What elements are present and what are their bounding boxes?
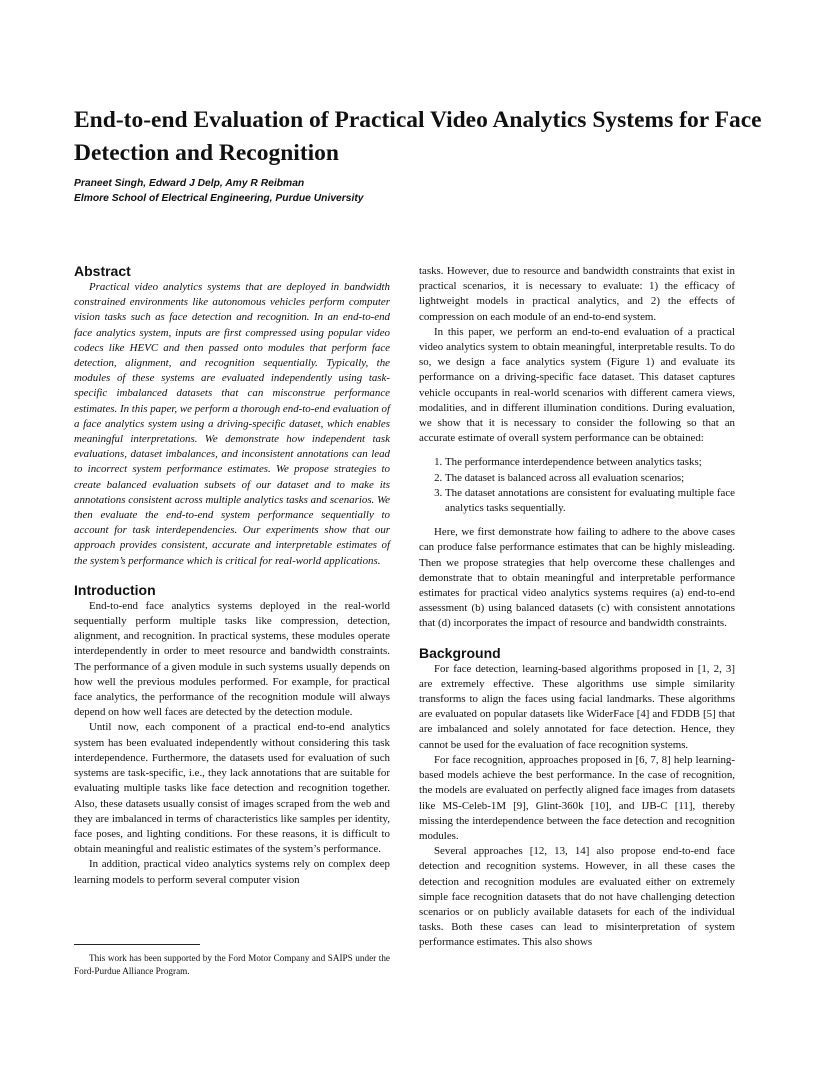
intro-paragraph-4: In this paper, we perform an end-to-end evaluation of a practical video analytics system to obtain meaningful, interpretable results. To do so, we design a face analytics system (Figure 1) and evaluate its performance on a driving-specific face dataset. This dataset captures vehicle occupants in real-world scenarios with different camera views, modalities, and in different illumination conditions. During evaluation, we show that it is necessary to consider the following so that an accurate estimate of overall system performance can be obtained: <box>419 325 735 445</box>
paper-title: End-to-end Evaluation of Practical Video Analytics Systems for Face Detection and Recognition <box>74 107 762 166</box>
affiliation: Elmore School of Electrical Engineering, Purdue University <box>74 193 364 204</box>
background-heading: Background <box>419 644 501 661</box>
footnote-text: This work has been supported by the Ford Motor Company and SAIPS under the Ford-Purdue Alliance Program. <box>74 953 390 976</box>
intro-paragraph-3: In addition, practical video analytics systems rely on complex deep learning models to perform several computer vision <box>74 858 390 886</box>
intro-paragraph-1: End-to-end face analytics systems deployed in the real-world sequentially perform multiple tasks like compression, detection, alignment, and recognition. In practical systems, these modules operate interdependently in order to meet resource and bandwidth constraints. The performance of a given module in such systems usually depends on how well the previous modules performed. For example, for practical face analytics, the performance of the recognition module will always depend on how well faces are detected by the detection module. <box>74 599 390 719</box>
intro-paragraph-2: Until now, each component of a practical end-to-end analytics system has been evaluated independently without considering this task interdependence. Furthermore, the datasets used for evaluation of such systems are task-specific, i.e., they lack annotations that are suitable for evaluating multiple tasks like face detection and recognition together. Also, these datasets usually consist of images scraped from the web and they are imbalanced in terms of characteristics like samples per identity, face poses, and lighting conditions. For these reasons, it is difficult to obtain meaningful and realistic estimates of the system’s performance. <box>74 721 390 856</box>
list-item: 1. The performance interdependence between analytics tasks; <box>445 455 735 470</box>
requirements-list <box>419 455 735 516</box>
introduction-heading: Introduction <box>74 581 156 598</box>
background-paragraph-2: For face recognition, approaches proposed in [6, 7, 8] help learning-based models achieve the best performance. In the case of recognition, the models are evaluated on perfectly aligned face images from datasets like MS-Celeb-1M [9], Glint-360k [10], and IJB-C [11], thereby missing the interdependence between the face detection and recognition modules. <box>419 753 735 842</box>
intro-paragraph-5: Here, we first demonstrate how failing to adhere to the above cases can produce false performance estimates that can be highly misleading. Then we propose strategies that help overcome these challenges and demonstrate that to obtain meaningful and interpretable performance estimates for practical video analytics systems requires (a) end-to-end assessment (b) using balanced datasets (c) with consistent annotations that (d) incorporates the impact of resource and bandwidth constraints. <box>419 526 735 630</box>
author-block <box>74 176 674 206</box>
footnote-rule <box>74 944 200 945</box>
list-item: 2. The dataset is balanced across all evaluation scenarios; <box>445 471 735 486</box>
list-item: 3. The dataset annotations are consistent for evaluating multiple face analytics tasks sequentially. <box>445 486 735 516</box>
right-column <box>419 264 735 951</box>
background-paragraph-3: Several approaches [12, 13, 14] also propose end-to-end face detection and recognition systems. However, in all these cases the detection and recognition modules are evaluated either on extremely simple face recognition datasets that do not have challenging detection scenarios or on publicly available datasets for each of the individual tasks. Both these cases can lead to misinterpretation of system performance estimates. This also shows <box>419 845 735 949</box>
authors: Praneet Singh, Edward J Delp, Amy R Reibman <box>74 178 305 189</box>
intro-paragraph-3-continued: tasks. However, due to resource and bandwidth constraints that exist in practical scenarios, it is necessary to evaluate: 1) the efficacy of lightweight models in practical analytics, and 2) the effects of compression on each module of an end-to-end system. <box>419 265 735 323</box>
footnote <box>74 952 390 977</box>
abstract-text: Practical video analytics systems that are deployed in bandwidth constrained environments like autonomous vehicles perform computer vision tasks such as face detection and recognition. In an end-to-end face analytics system, inputs are first compressed using popular video codecs like HEVC and then passed onto modules that perform face detection, alignment, and recognition sequentially. Typically, the modules of these systems are evaluated independently using task-specific imbalanced datasets that can misconstrue performance estimates. In this paper, we perform a thorough end-to-end evaluation of a face analytics system using a driving-specific dataset, which enables meaningful interpretations. We demonstrate how independent task evaluations, dataset imbalances, and inconsistent annotations can lead to incorrect system performance estimates. We propose strategies to create balanced evaluation subsets of our dataset and to make its annotations consistent across multiple analytics tasks and scenarios. We then evaluate the end-to-end system performance sequentially to account for task interdependencies. Our experiments show that our approach provides consistent, accurate and interpretable estimates of the system’s performance which is critical for real-world applications. <box>74 281 390 567</box>
abstract-heading: Abstract <box>74 263 131 279</box>
left-column <box>74 262 390 888</box>
background-paragraph-1: For face detection, learning-based algorithms proposed in [1, 2, 3] are extremely effective. These algorithms use simple similarity transforms to align the faces using facial landmarks. These algorithms are evaluated on popular datasets like WiderFace [4] and FDDB [5] that are imbalanced and solely annotated for face detection. Hence, they cannot be used for the evaluation of face recognition systems. <box>419 662 735 751</box>
